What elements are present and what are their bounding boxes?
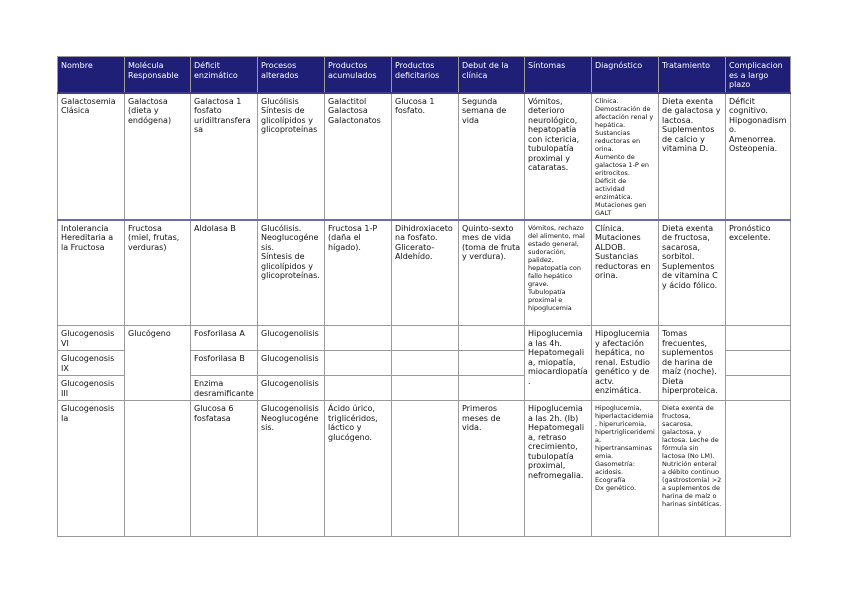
cell-deficit: Glucosa 6 fosfatasa [191, 401, 258, 537]
cell-debut [459, 326, 525, 351]
cell-debut [459, 351, 525, 376]
cell-molecula: Galactosa (dieta y endógena) [125, 93, 191, 220]
table-row-glucogenosis-ia [58, 401, 791, 537]
cell-debut [459, 376, 525, 401]
cell-deficit: Enzima desramificante [191, 376, 258, 401]
cell-deficitarios: Dihidroxiacetona fosfato. Glicerato-Aldehído. [392, 220, 459, 326]
cell-tratamiento: Tomas frecuentes, suplementos de harina de maíz (noche). Dieta hiperproteica. [659, 326, 726, 401]
cell-deficit: Aldolasa B [191, 220, 258, 326]
cell-complicaciones [726, 351, 791, 376]
cell-acumulados [325, 326, 392, 351]
header-procesos: Procesos alterados [258, 57, 325, 93]
header-complicaciones: Complicaciones a largo plazo [726, 57, 791, 93]
header-deficitarios: Productos deficitarios [392, 57, 459, 93]
cell-deficit: Fosforilasa A [191, 326, 258, 351]
cell-molecula: Glucógeno [125, 326, 191, 401]
cell-nombre: Glucogenosis III [58, 376, 125, 401]
cell-tratamiento: Dieta exenta de fructosa, sacarosa, galactosa, y lactosa. Leche de fórmula sin lactosa (No LM). Nutrición enteral a débito continuo (gastrostomía) >2 a suplementos de harina de maíz o harinas sintéticas. [659, 401, 726, 537]
cell-procesos: Glucogenolisis [258, 376, 325, 401]
cell-tratamiento: Dieta exenta de fructosa, sacarosa, sorbitol. Suplementos de vitamina C y ácido fólico. [659, 220, 726, 326]
cell-debut: Quinto-sexto mes de vida (toma de fruta y verdura). [459, 220, 525, 326]
header-deficit: Déficit enzimático [191, 57, 258, 93]
cell-deficitarios [392, 351, 459, 376]
cell-procesos: Glucogenolisis [258, 326, 325, 351]
cell-debut: Primeros meses de vida. [459, 401, 525, 537]
metabolic-disorders-table [57, 56, 791, 537]
cell-procesos: Glucólisis. Neoglucogénesis. Síntesis de glicolípidos y glicoproteínas. [258, 220, 325, 326]
cell-deficitarios [392, 326, 459, 351]
cell-nombre: Glucogenosis VI [58, 326, 125, 351]
cell-diagnostico: Hipoglucemia, hiperlactacidemia, hiperuricemia, hipertrigliceridemia, hipertransaminasemia. Gasometría: acidosis. Ecografía Dx genético. [592, 401, 659, 537]
header-nombre: Nombre [58, 57, 125, 93]
cell-nombre: Intolerancia Hereditaria a la Fructosa [58, 220, 125, 326]
cell-debut: Segunda semana de vida [459, 93, 525, 220]
cell-deficit: Fosforilasa B [191, 351, 258, 376]
table-row-glucogenosis-vi [58, 326, 791, 351]
cell-acumulados [325, 351, 392, 376]
header-sintomas: Síntomas [525, 57, 592, 93]
cell-sintomas: Vómitos, deterioro neurológico, hepatopatía con ictericia, tubulopatía proximal y cataratas. [525, 93, 592, 220]
cell-molecula [125, 401, 191, 537]
cell-sintomas: Vómitos, rechazo del alimento, mal estado general, sudoración, palidez, hepatopatía con fallo hepático grave. Tubulopatía proximal e hipoglucemia [525, 220, 592, 326]
header-diagnostico: Diagnóstico [592, 57, 659, 93]
header-debut: Debut de la clínica [459, 57, 525, 93]
cell-diagnostico: Clínica. Mutaciones ALDOB. Sustancias reductoras en orina. [592, 220, 659, 326]
cell-procesos: Glucólisis Síntesis de glicolípidos y glicoproteínas [258, 93, 325, 220]
table-row-galactosemia [58, 93, 791, 220]
cell-acumulados: Galactitol Galactosa Galactonatos [325, 93, 392, 220]
header-tratamiento: Tratamiento [659, 57, 726, 93]
cell-nombre: Glucogenosis IX [58, 351, 125, 376]
table-row-fructosa [58, 220, 791, 326]
cell-complicaciones: Déficit cognitivo. Hipogonadismo. Amenorrea. Osteopenia. [726, 93, 791, 220]
header-molecula: Molécula Responsable [125, 57, 191, 93]
cell-acumulados [325, 376, 392, 401]
cell-tratamiento: Dieta exenta de galactosa y lactosa. Suplementos de calcio y vitamina D. [659, 93, 726, 220]
cell-sintomas: Hipoglucemia a las 4h. Hepatomegalia, miopatía, miocardiopatía. [525, 326, 592, 401]
cell-acumulados: Fructosa 1-P (daña el hígado). [325, 220, 392, 326]
cell-complicaciones [726, 326, 791, 351]
cell-procesos: Glucogenolisis [258, 351, 325, 376]
cell-deficitarios: Glucosa 1 fosfato. [392, 93, 459, 220]
cell-molecula: Fructosa (miel, frutas, verduras) [125, 220, 191, 326]
cell-deficit: Galactosa 1 fosfato uridiltransferasa [191, 93, 258, 220]
header-acumulados: Productos acumulados [325, 57, 392, 93]
cell-sintomas: Hipoglucemia a las 2h. (Ib) Hepatomegalia, retraso crecimiento, tubulopatía proximal, nefromegalia. [525, 401, 592, 537]
cell-complicaciones: Pronóstico excelente. [726, 220, 791, 326]
cell-complicaciones [726, 401, 791, 537]
cell-procesos: Glucogenolisis Neoglucogénesis. [258, 401, 325, 537]
cell-complicaciones [726, 376, 791, 401]
cell-nombre: Glucogenosis Ia [58, 401, 125, 537]
cell-nombre: Galactosemia Clásica [58, 93, 125, 220]
cell-deficitarios [392, 376, 459, 401]
cell-deficitarios [392, 401, 459, 537]
cell-acumulados: Ácido úrico, triglicéridos, láctico y glucógeno. [325, 401, 392, 537]
header-row [58, 57, 791, 93]
cell-diagnostico: Clínica. Demostración de afectación renal y hepática. Sustancias reductoras en orina. Aumento de galactosa 1-P en eritrocitos. Déficit de actividad enzimática. Mutaciones gen GALT [592, 93, 659, 220]
cell-diagnostico: Hipoglucemia y afectación hepática, no renal. Estudio genético y de actv. enzimática. [592, 326, 659, 401]
